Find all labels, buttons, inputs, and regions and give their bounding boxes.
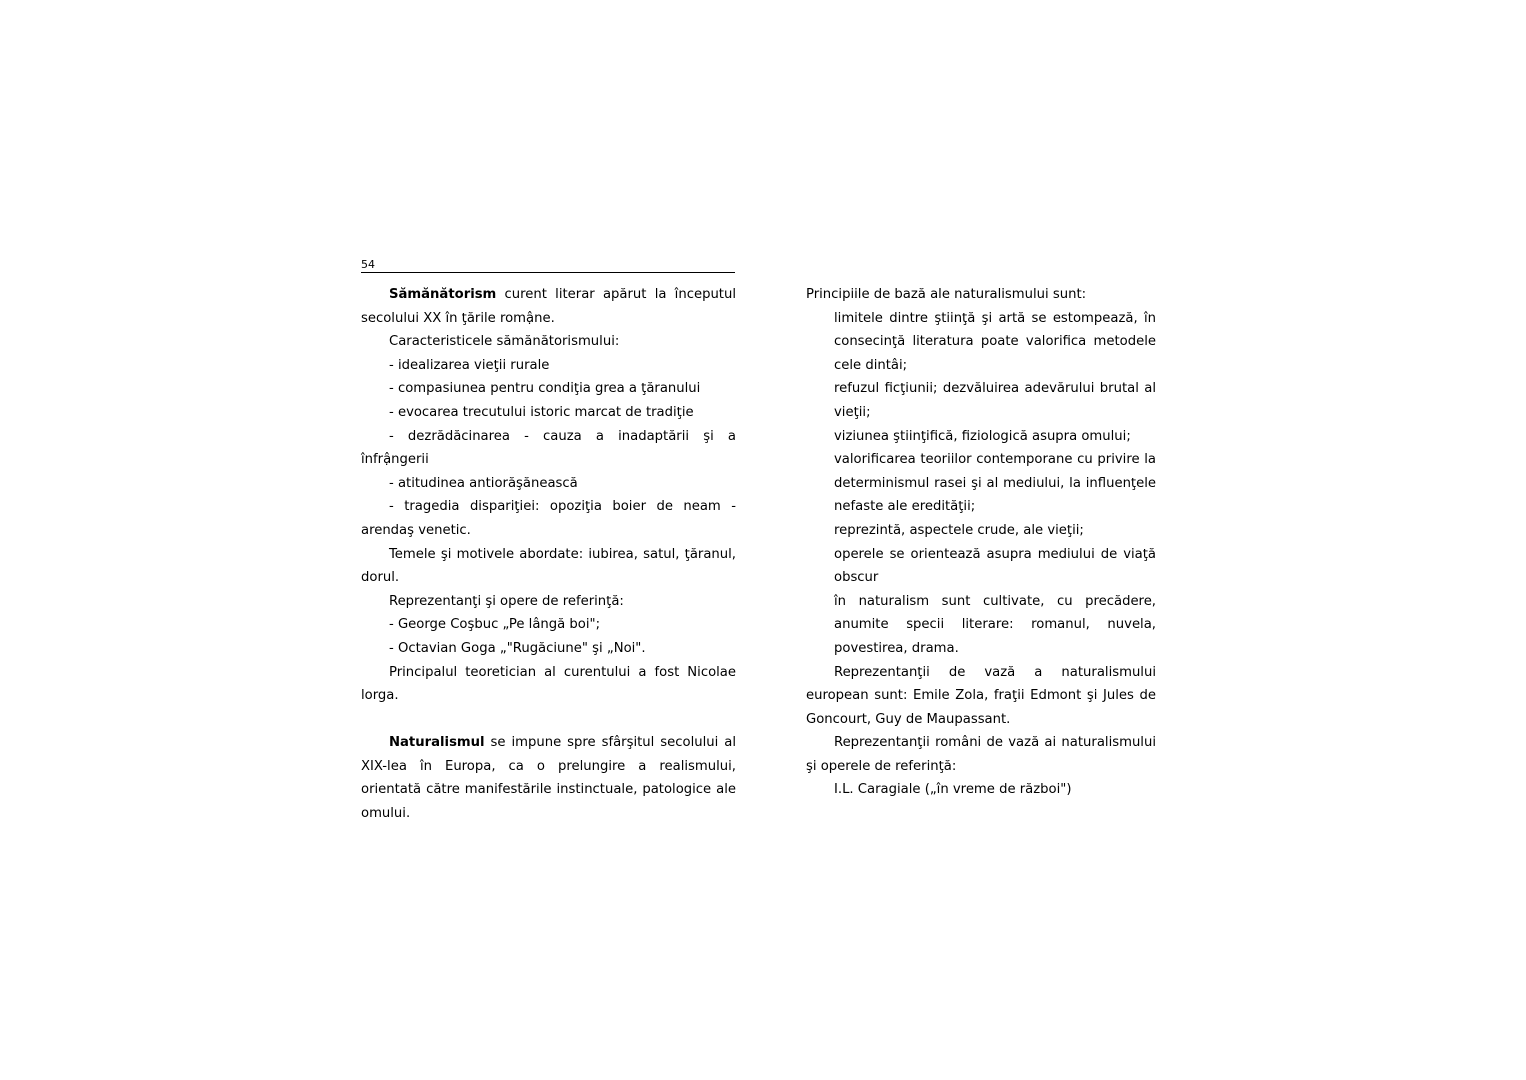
list-item-idealizarea: - idealizarea vieţii rurale bbox=[389, 357, 550, 373]
list-item-naturalism-specii: în naturalism sunt cultivate, cu precădere, anumite specii literare: romanul, nuvela, povestirea, drama. bbox=[834, 593, 1156, 656]
list-item-tragedia: - tragedia dispariţiei: opoziţia boier de neam - arendaş venetic. bbox=[361, 499, 736, 538]
list-item-cosbuc: - George Coşbuc „Pe lângă boi"; bbox=[389, 617, 601, 633]
term-naturalismul: Naturalismul bbox=[389, 735, 485, 751]
paragraph-samanatorism-text: curent literar apărut la începutul secolului XX în ţările romậne. bbox=[361, 287, 736, 326]
paragraph-principii: Principiile de bază ale naturalismului sunt: bbox=[806, 287, 1087, 302]
list-item-caragiale: I.L. Caragiale („în vreme de război") bbox=[834, 782, 1072, 798]
paragraph-caracteristicele: Caracteristicele sămănătorismului: bbox=[389, 334, 620, 350]
page-number: 54 bbox=[361, 258, 375, 271]
list-item-goga: - Octavian Goga „"Rugăciune" şi „Noi". bbox=[389, 640, 646, 656]
paragraph-naturalismul-text: se impune spre sfârşitul secolului al XIX-lea în Europa, ca o prelungire a realismului, orientată către manifestările instinctuale, patologice ale omului. bbox=[361, 735, 736, 822]
list-item-valorificarea: valorificarea teoriilor contemporane cu privire la determinismul rasei şi al mediului, la influenţele nefaste ale eredităţii; bbox=[834, 452, 1156, 515]
header-rule bbox=[361, 272, 735, 273]
paragraph-reprezentanti: Reprezentanţi şi opere de referinţă: bbox=[389, 593, 624, 609]
left-text-column bbox=[361, 283, 736, 826]
paragraph-samanatorism bbox=[361, 283, 736, 330]
paragraph-teoretician: Principalul teoretician al curentului a fost Nicolae lorga. bbox=[361, 664, 736, 704]
list-item-refuzul: refuzul ficţiunii; dezvăluirea adevărului brutal al vieţii; bbox=[834, 381, 1156, 420]
paragraph-teme: Temele şi motivele abordate: iubirea, satul, ţăranul, dorul. bbox=[361, 546, 736, 586]
list-item-evocarea: - evocarea trecutului istoric marcat de tradiţie bbox=[389, 404, 694, 420]
list-item-viziunea: viziunea ştiinţifică, fiziologică asupra omului; bbox=[834, 428, 1131, 444]
list-item-reprezinta: reprezintă, aspectele crude, ale vieţii; bbox=[834, 522, 1084, 538]
right-text-column bbox=[806, 283, 1156, 802]
list-item-compasiunea: - compasiunea pentru condiţia grea a ţăranului bbox=[389, 381, 701, 397]
list-item-atitudinea: - atitudinea antiorăşănească bbox=[389, 475, 578, 491]
list-item-operele: operele se orientează asupra mediului de viaţă obscur bbox=[834, 546, 1156, 586]
term-samanatorism: Sămănătorism bbox=[389, 287, 497, 302]
paragraph-reprezentanti-romani: Reprezentanţii români de vază ai naturalismului şi operele de referinţă: bbox=[806, 735, 1156, 774]
list-item-limitele: limitele dintre ştiinţă şi artă se estompează, în consecinţă literatura poate valorifica metodele cele dintâi; bbox=[834, 310, 1156, 373]
paragraph-naturalismul bbox=[361, 731, 736, 825]
paragraph-reprezentanti-vaza: Reprezentanţii de vază a naturalismului european sunt: Emile Zola, fraţii Edmont şi Jules de Goncourt, Guy de Maupassant. bbox=[806, 664, 1156, 727]
list-item-dezradacinarea: - dezrădăcinarea - cauza a inadaptării şi a înfrậngerii bbox=[361, 428, 736, 468]
paragraph-spacer bbox=[361, 708, 736, 732]
